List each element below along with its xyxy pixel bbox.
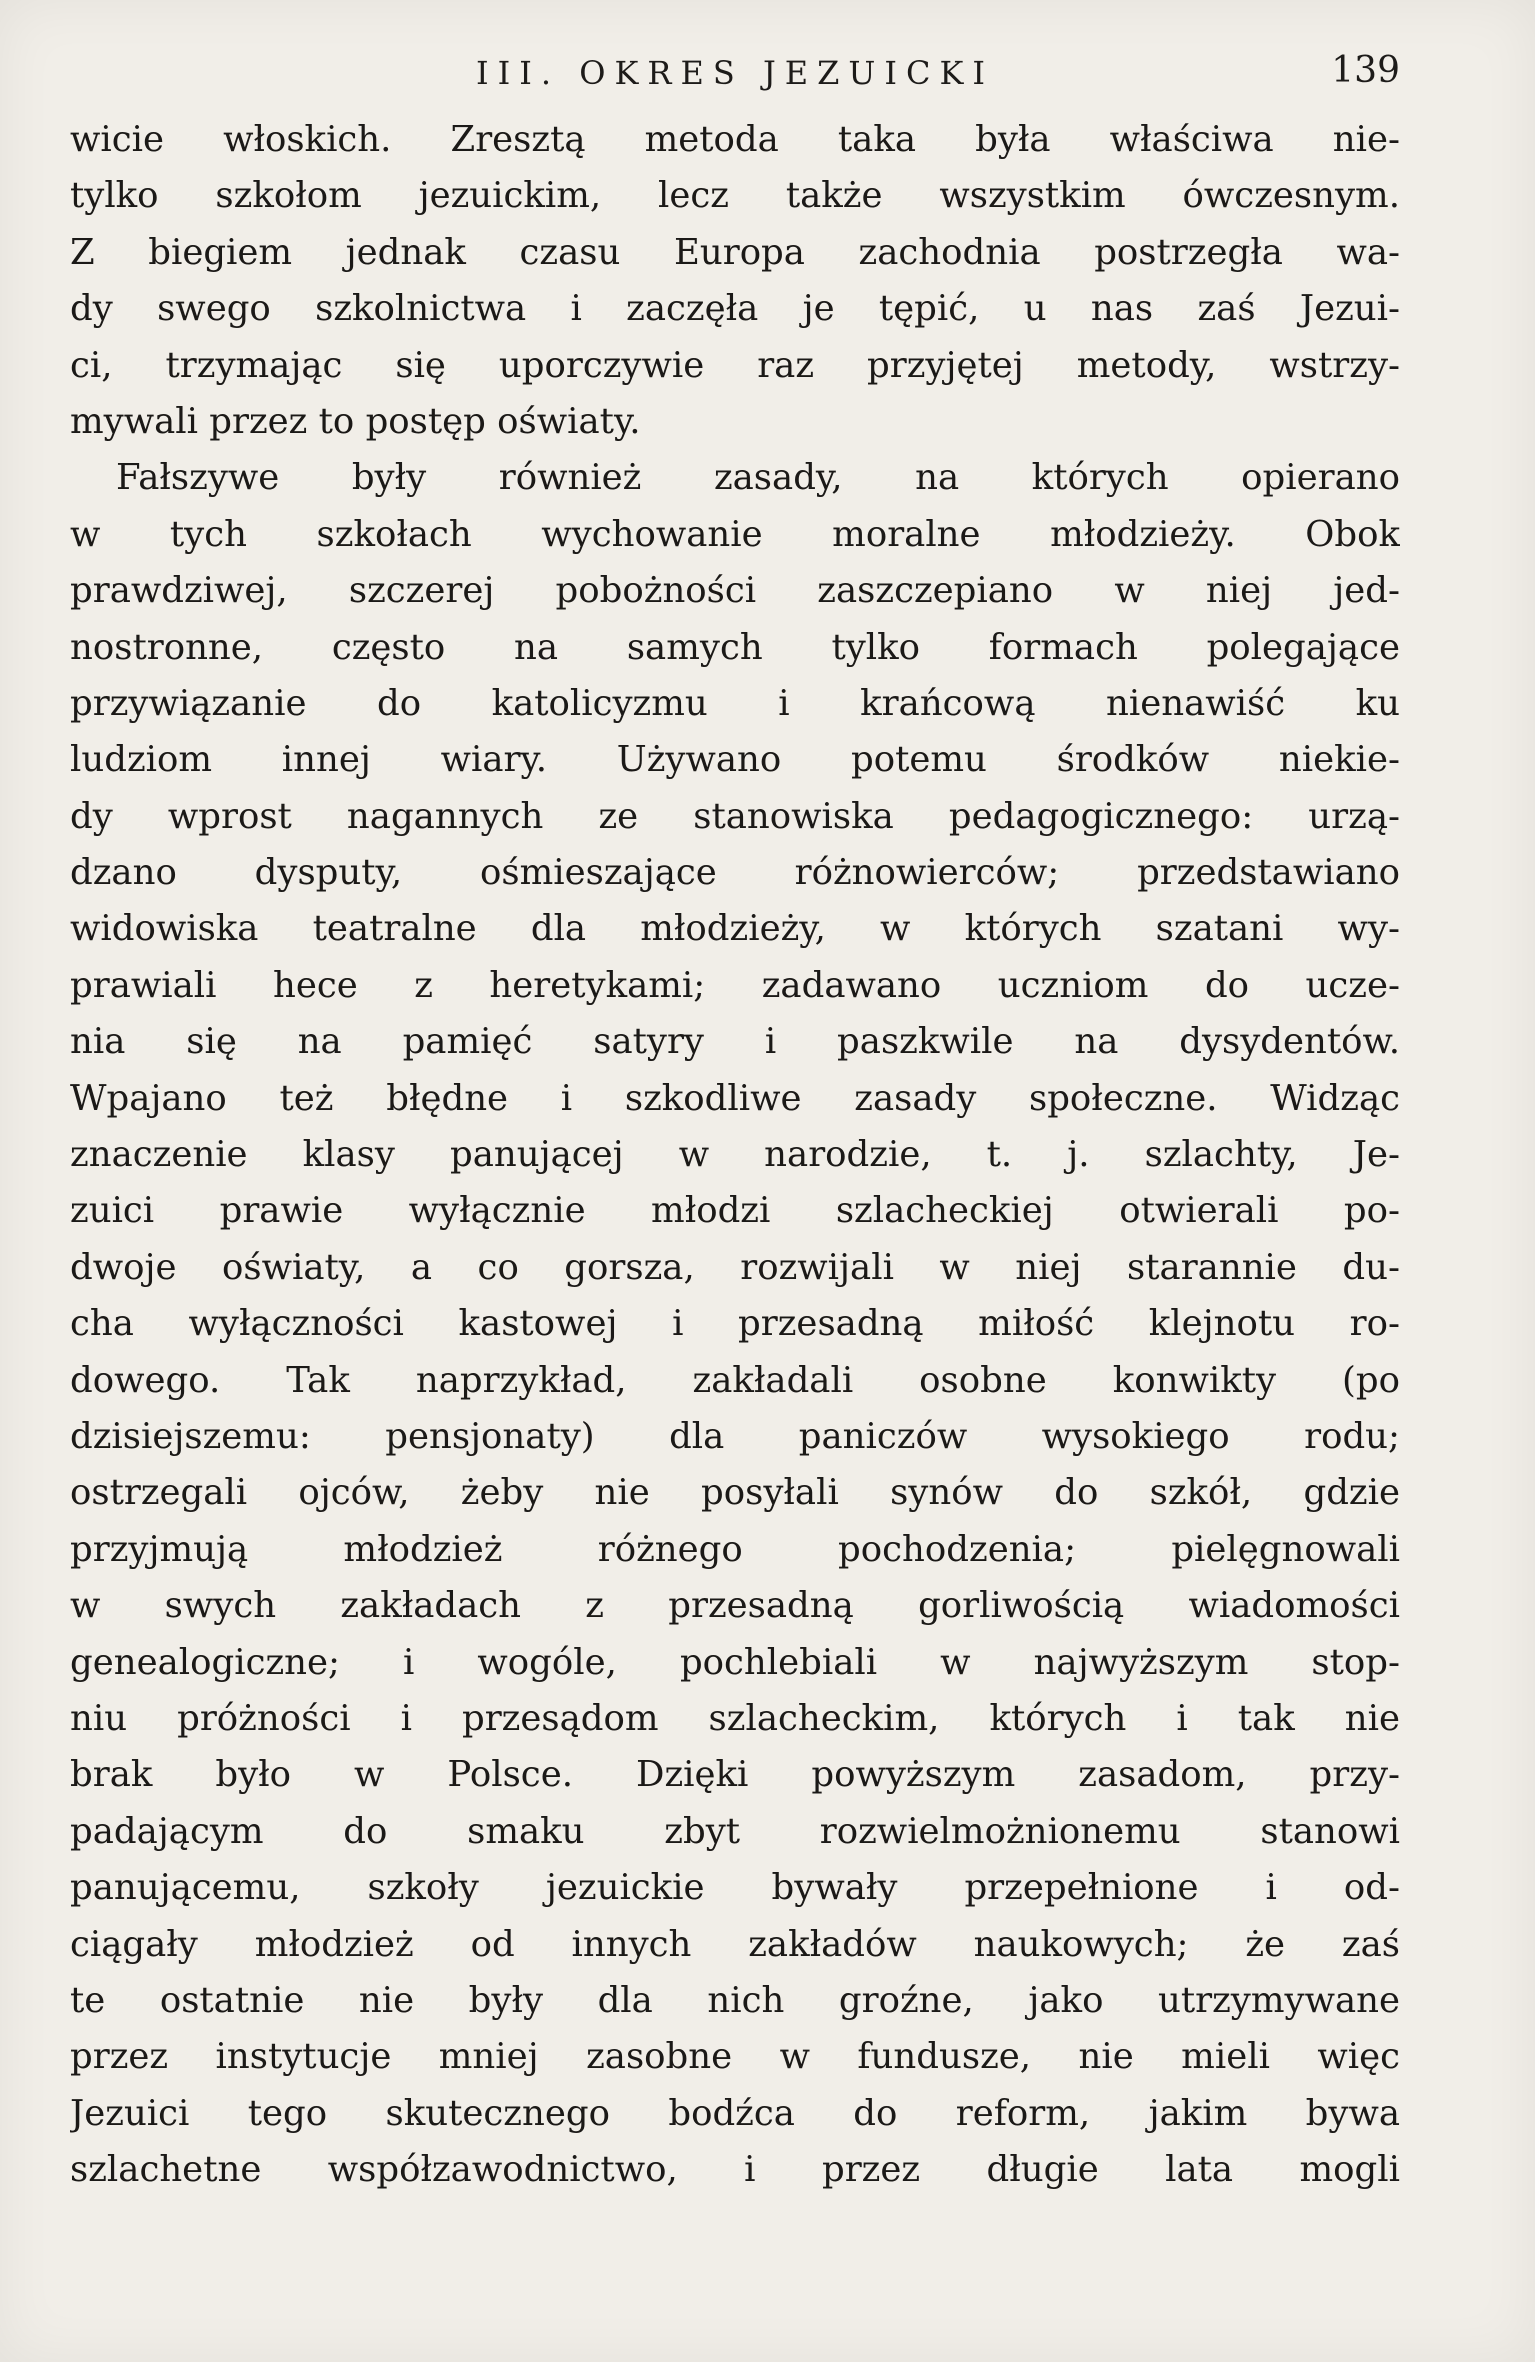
- text-line: panującemu, szkoły jezuickie bywały przepełnione i od-: [70, 1867, 1400, 1909]
- running-head: III. OKRES JEZUICKI: [475, 54, 994, 92]
- text-line: znaczenie klasy panującej w narodzie, t. j. szlachty, Je-: [70, 1134, 1400, 1176]
- text-line: nia się na pamięć satyry i paszkwile na dysydentów.: [70, 1021, 1400, 1063]
- text-line: dwoje oświaty, a co gorsza, rozwijali w niej starannie du-: [70, 1246, 1400, 1288]
- text-line: ciągały młodzież od innych zakładów naukowych; że zaś: [70, 1923, 1400, 1965]
- text-line: widowiska teatralne dla młodzieży, w których szatani wy-: [70, 908, 1400, 950]
- text-line: ostrzegali ojców, żeby nie posyłali synów do szkół, gdzie: [70, 1472, 1400, 1514]
- text-line: przez instytucje mniej zasobne w fundusze, nie mieli więc: [70, 2036, 1400, 2078]
- text-line: Jezuici tego skutecznego bodźca do reform, jakim bywa: [70, 2092, 1400, 2134]
- text-line-paragraph-end: mywali przez to postęp oświaty.: [70, 400, 641, 442]
- page-header: [70, 48, 1400, 108]
- text-line: nostronne, często na samych tylko formach polegające: [70, 626, 1400, 668]
- text-line: cha wyłączności kastowej i przesadną miłość klejnotu ro-: [70, 1303, 1400, 1345]
- text-line: Wpajano też błędne i szkodliwe zasady społeczne. Widząc: [70, 1077, 1400, 1119]
- text-line: genealogiczne; i wogóle, pochlebiali w najwyższym stop-: [70, 1641, 1400, 1683]
- body-text: [70, 112, 1400, 2198]
- text-line: dy wprost nagannych ze stanowiska pedagogicznego: urzą-: [70, 795, 1400, 837]
- text-line: brak było w Polsce. Dzięki powyższym zasadom, przy-: [70, 1754, 1400, 1796]
- text-line: dowego. Tak naprzykład, zakładali osobne konwikty (po: [70, 1359, 1400, 1401]
- text-line: przyjmują młodzież różnego pochodzenia; pielęgnowali: [70, 1528, 1400, 1570]
- text-line: wicie włoskich. Zresztą metoda taka była właściwa nie-: [70, 119, 1400, 160]
- text-line: zuici prawie wyłącznie młodzi szlacheckiej otwierali po-: [70, 1190, 1400, 1232]
- text-line-paragraph-start: Fałszywe były również zasady, na których opierano: [116, 457, 1400, 499]
- text-line: ludziom innej wiary. Używano potemu środków niekie-: [70, 739, 1400, 781]
- text-line: przywiązanie do katolicyzmu i krańcową nienawiść ku: [70, 682, 1400, 724]
- text-line: niu próżności i przesądom szlacheckim, których i tak nie: [70, 1697, 1400, 1739]
- text-line: dy swego szkolnictwa i zaczęła je tępić, u nas zaś Jezui-: [70, 288, 1400, 330]
- text-line: prawdziwej, szczerej pobożności zaszczepiano w niej jed-: [70, 570, 1400, 612]
- text-line: dzano dysputy, ośmieszające różnowierców; przedstawiano: [70, 852, 1400, 894]
- text-line: Z biegiem jednak czasu Europa zachodnia postrzegła wa-: [70, 231, 1400, 273]
- text-line: ci, trzymając się uporczywie raz przyjętej metody, wstrzy-: [70, 344, 1400, 386]
- text-line: dzisiejszemu: pensjonaty) dla paniczów wysokiego rodu;: [70, 1415, 1400, 1457]
- text-line: w swych zakładach z przesadną gorliwością wiadomości: [70, 1585, 1400, 1627]
- page-number: 139: [1331, 50, 1400, 91]
- text-line: tylko szkołom jezuickim, lecz także wszystkim ówczesnym.: [70, 175, 1400, 217]
- text-line: prawiali hece z heretykami; zadawano uczniom do ucze-: [70, 964, 1400, 1006]
- text-line: padającym do smaku zbyt rozwielmożnionemu stanowi: [70, 1810, 1400, 1852]
- text-line: szlachetne współzawodnictwo, i przez długie lata mogli: [70, 2149, 1400, 2191]
- text-line: te ostatnie nie były dla nich groźne, jako utrzymywane: [70, 1979, 1400, 2021]
- text-line: w tych szkołach wychowanie moralne młodzieży. Obok: [70, 513, 1400, 555]
